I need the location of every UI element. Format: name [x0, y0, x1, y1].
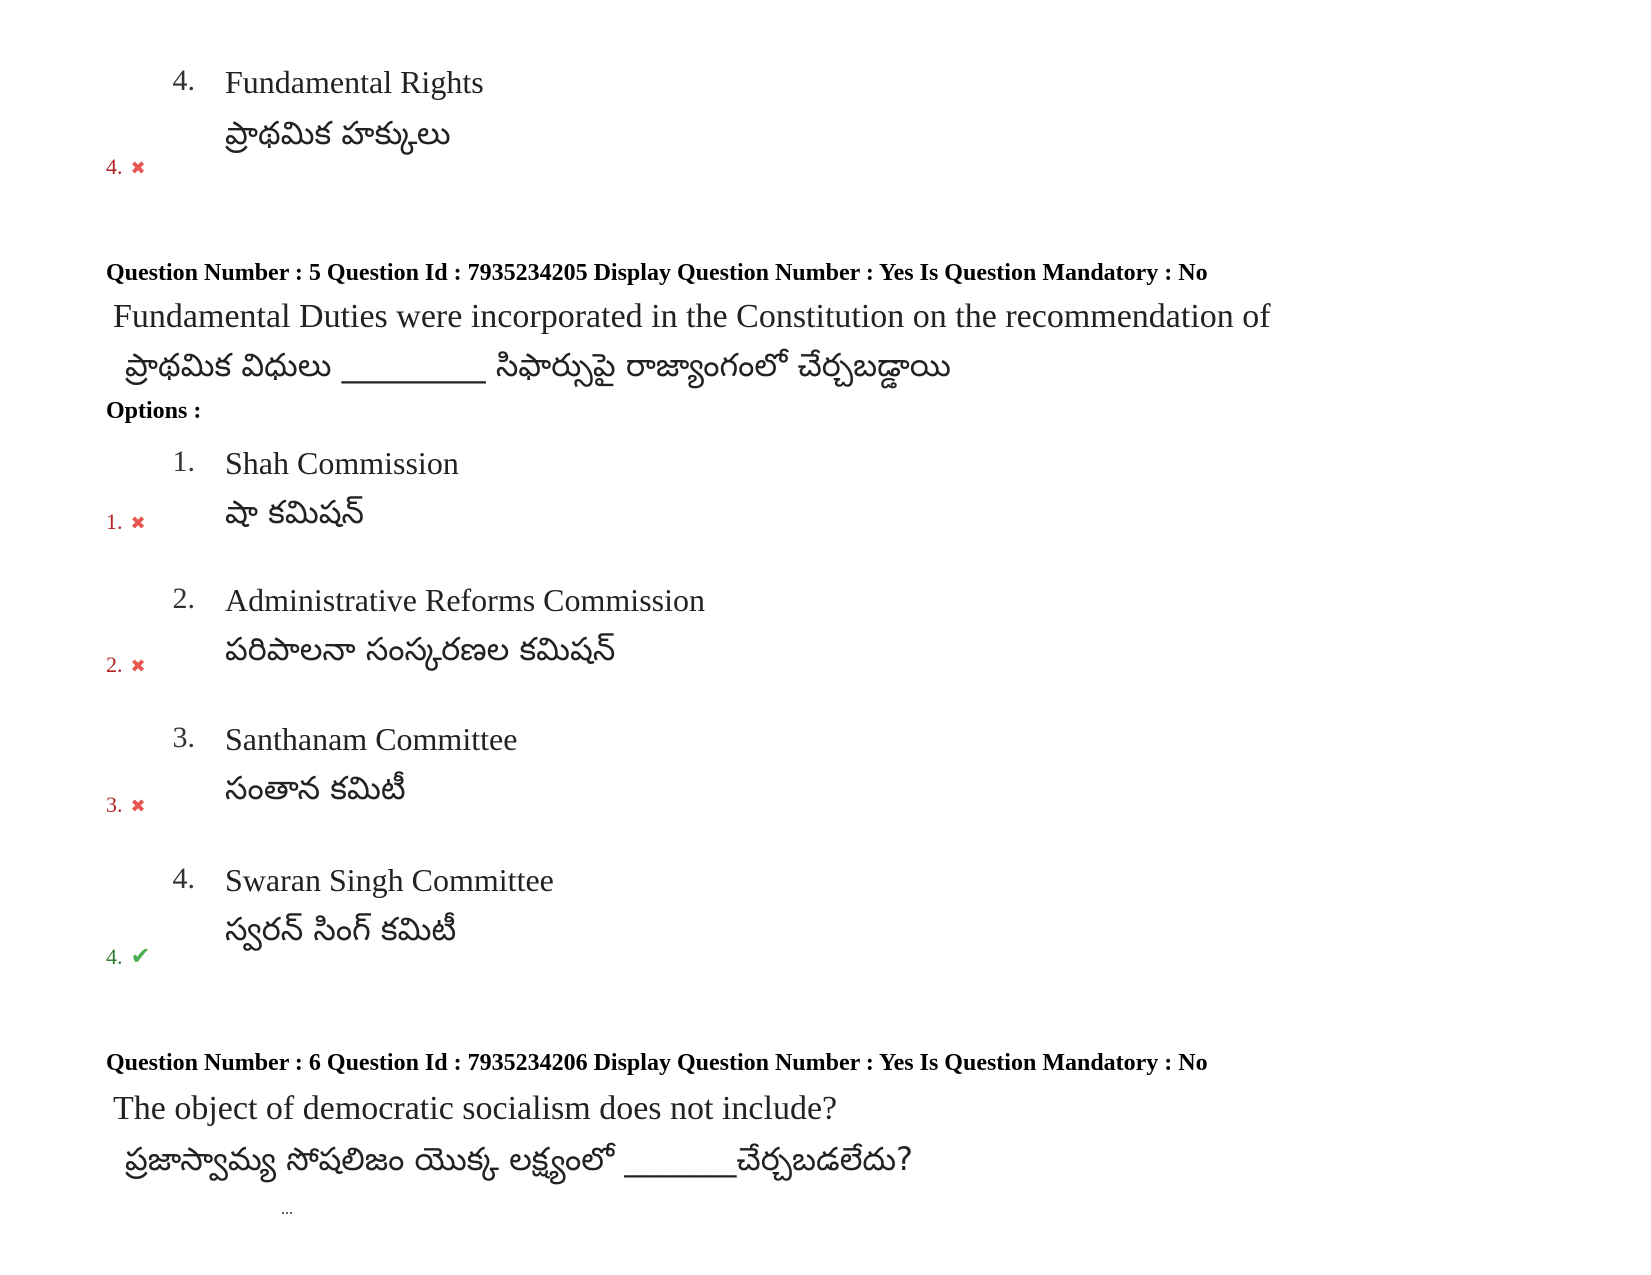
marker-label: 4.	[106, 154, 123, 179]
question-header: Question Number : 5 Question Id : 7935234205 Display Question Number : Yes Is Question Mandatory : No	[106, 260, 1208, 286]
option-text-english: Fundamental Rights	[225, 64, 484, 100]
option-text-telugu: షా కమిషన్	[225, 493, 365, 531]
marker-label: 3.	[106, 792, 123, 817]
question-header: Question Number : 6 Question Id : 7935234206 Display Question Number : Yes Is Question Mandatory : No	[106, 1050, 1208, 1076]
marker-label: 2.	[106, 652, 123, 677]
options-label: Options :	[106, 398, 202, 424]
option-number: 2.	[172, 582, 195, 615]
cross-icon: ✖	[130, 158, 146, 178]
option-marker	[106, 652, 146, 678]
option-text-telugu: సంతాన కమిటీ	[225, 769, 406, 807]
option-text-english: Shah Commission	[225, 445, 459, 481]
marker-label: 4.	[106, 944, 123, 969]
option-text-telugu: స్వరన్ సింగ్ కమిటీ	[225, 910, 457, 948]
option-marker	[106, 509, 146, 535]
question-text-telugu: ప్రజాస్వామ్య సోషలిజం యొక్క లక్ష్యంలో _______చేర్చబడలేదు?	[125, 1140, 914, 1178]
question-text-english: The object of democratic socialism does not include?	[113, 1090, 838, 1127]
option-number: 4.	[172, 862, 195, 895]
question-text-telugu: ప్రాథమిక విధులు _________ సిఫార్సుపై రాజ్యాంగంలో చేర్చబడ్డాయి	[125, 346, 951, 384]
option-number: 3.	[172, 721, 195, 754]
option-text-english: Santhanam Committee	[225, 721, 518, 757]
option-marker	[106, 792, 146, 818]
option-number: 1.	[172, 445, 195, 478]
option-text-english: Administrative Reforms Commission	[225, 582, 705, 618]
question-text-english: Fundamental Duties were incorporated in the Constitution on the recommendation of	[113, 298, 1271, 335]
cross-icon: ✖	[130, 656, 146, 676]
option-marker-correct	[106, 942, 151, 971]
option-text-telugu: పరిపాలనా సంస్కరణల కమిషన్	[225, 630, 616, 668]
option-text-english: Swaran Singh Committee	[225, 862, 554, 898]
clipped-text-fragment	[282, 1212, 292, 1218]
check-icon: ✔	[130, 944, 151, 970]
cross-icon: ✖	[130, 796, 146, 816]
option-text-telugu: ప్రాథమిక హక్కులు	[225, 114, 451, 152]
option-number: 4.	[172, 64, 195, 97]
option-marker	[106, 154, 146, 180]
marker-label: 1.	[106, 509, 123, 534]
cross-icon: ✖	[130, 513, 146, 533]
